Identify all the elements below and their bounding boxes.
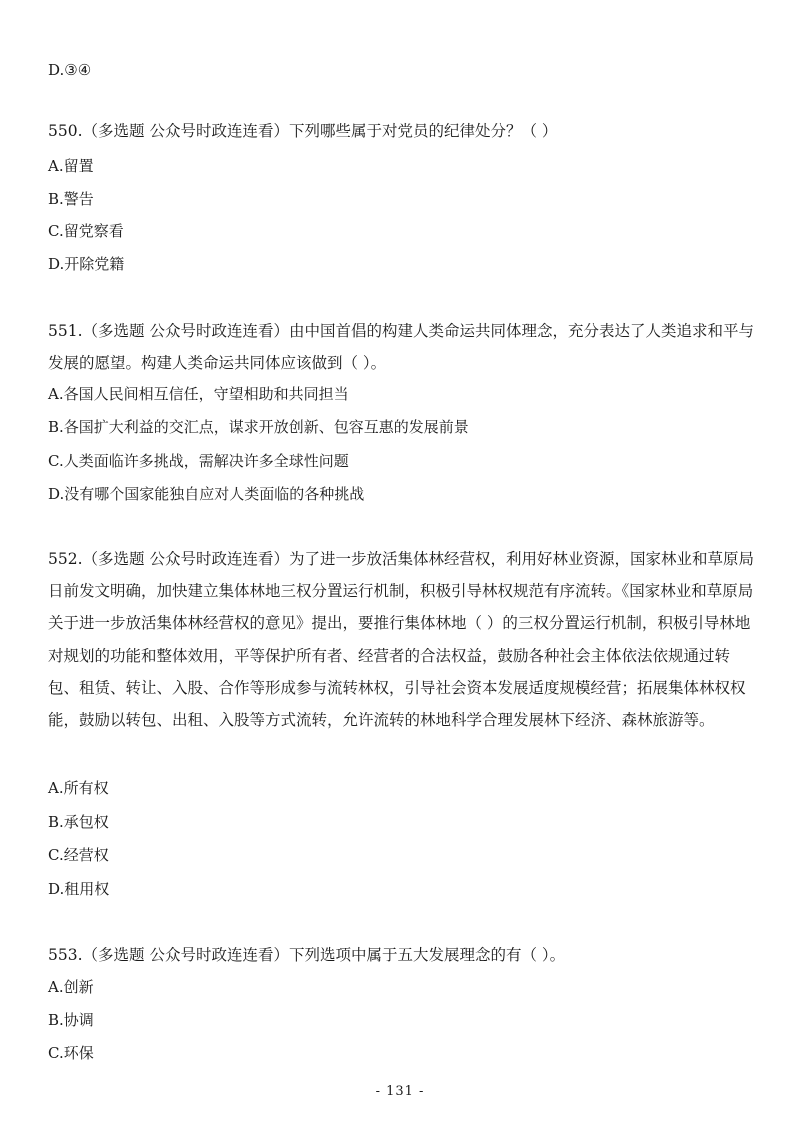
option-c: C.经营权: [48, 846, 109, 864]
previous-question-option-d: D.③④: [48, 61, 92, 79]
question-text: （多选题 公众号时政连连看）下列选项中属于五大发展理念的有（ ）。: [82, 946, 566, 964]
question-553: [48, 939, 758, 971]
question-number: 551.: [48, 322, 83, 340]
question-text: （多选题 公众号时政连连看）由中国首倡的构建人类命运共同体理念，充分表达了人类追求和平与发展的愿望。构建人类命运共同体应该做到（ ）。: [48, 322, 754, 373]
question-text: （多选题 公众号时政连连看）为了进一步放活集体林经营权，利用好林业资源，国家林业和草原局日前发文明确，加快建立集体林地三权分置运行机制，积极引导林权规范有序流转。《国家林业和草原局关于进一步放活集体林经营权的意见》提出，要推行集体林地（ ）的三权分置运行机制，积极引导林地对规划的功能和整体效用，平等保护所有者、经营者的合法权益，鼓励各种社会主体依法依规通过转包、租赁、转让、入股、合作等形成参与流转林权，引导社会资本发展适度规模经营；拓展集体林权权能，鼓励以转包、出租、入股等方式流转，允许流转的林地科学合理发展林下经济、森林旅游等。: [48, 550, 754, 730]
option-b: B.承包权: [48, 813, 109, 831]
option-b: B.警告: [48, 190, 94, 208]
option-b: B.协调: [48, 1011, 94, 1029]
question-number: 552.: [48, 550, 83, 568]
option-a: A.创新: [48, 978, 94, 996]
option-d: D.没有哪个国家能独自应对人类面临的各种挑战: [48, 485, 365, 503]
question-number: 550.: [48, 122, 83, 140]
option-c: C.留党察看: [48, 222, 124, 240]
option-c: C.人类面临许多挑战，需解决许多全球性问题: [48, 452, 349, 470]
option-c: C.环保: [48, 1044, 94, 1062]
option-a: A.留置: [48, 157, 94, 175]
question-text: （多选题 公众号时政连连看）下列哪些属于对党员的纪律处分？（ ）: [82, 122, 558, 140]
option-d: D.租用权: [48, 880, 110, 898]
question-number: 553.: [48, 946, 83, 964]
option-d: D.开除党籍: [48, 255, 125, 273]
question-551: [48, 315, 758, 379]
option-a: A.各国人民间相互信任，守望相助和共同担当: [48, 385, 349, 403]
page-number: - 131 -: [375, 1084, 425, 1099]
question-552: [48, 543, 758, 736]
option-b: B.各国扩大利益的交汇点，谋求开放创新、包容互惠的发展前景: [48, 418, 469, 436]
question-550: [48, 115, 758, 147]
option-a: A.所有权: [48, 779, 109, 797]
